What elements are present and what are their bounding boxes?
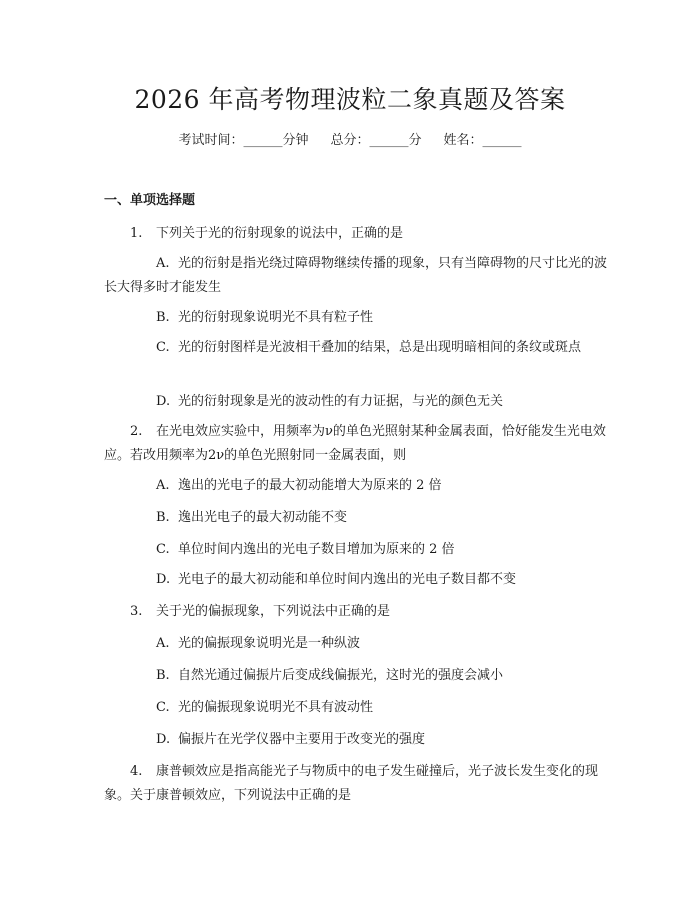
option — [104, 336, 609, 360]
question-text: 康普顿效应是指高能光子与物质中的电子发生碰撞后，光子波长发生变化的现象。关于康普顿效应，下列说法中正确的是 — [104, 764, 599, 803]
option — [104, 568, 609, 592]
option-letter: D. — [156, 572, 171, 587]
option-text: 自然光通过偏振片后变成线偏振光，这时光的强度会减小 — [178, 668, 504, 683]
question-number: 4. — [130, 764, 143, 779]
option-text: 光的偏振现象说明光是一种纵波 — [178, 636, 361, 651]
option-letter: B. — [156, 510, 170, 525]
question-stem — [104, 760, 609, 808]
question-number: 2. — [130, 424, 143, 439]
option-text: 光的衍射是指光绕过障碍物继续传播的现象，只有当障碍物的尺寸比光的波长大得多时才能发生 — [104, 256, 608, 295]
exam-meta — [0, 132, 700, 150]
option — [104, 664, 609, 688]
option-letter: B. — [156, 310, 170, 325]
question-stem — [104, 222, 609, 246]
question-text: 关于光的偏振现象，下列说法中正确的是 — [156, 604, 391, 619]
question-text: 在光电效应实验中，用频率为ν的单色光照射某种金属表面，恰好能发生光电效应。若改用频率为2ν的单色光照射同一金属表面，则 — [104, 424, 606, 463]
option-text: 光的偏振现象说明光不具有波动性 — [178, 700, 374, 715]
option — [104, 728, 609, 752]
option-text: 光的衍射现象说明光不具有粒子性 — [178, 310, 374, 325]
option-text: 光的衍射现象是光的波动性的有力证据，与光的颜色无关 — [178, 394, 504, 409]
name-field: 姓名：______ — [443, 133, 522, 148]
page-title: 2026 年高考物理波粒二象真题及答案 — [134, 85, 566, 114]
question-number: 1. — [130, 226, 143, 241]
option — [104, 252, 609, 300]
option-text: 光的衍射图样是光波相干叠加的结果，总是出现明暗相间的条纹或斑点 — [178, 340, 582, 355]
question-stem — [104, 600, 609, 624]
section-title: 一、单项选择题 — [104, 193, 196, 208]
option-letter: A. — [156, 636, 170, 651]
option-text: 逸出的光电子的最大初动能增大为原来的 2 倍 — [178, 478, 442, 493]
question-number: 3. — [130, 604, 143, 619]
option — [104, 306, 609, 330]
option — [104, 506, 609, 530]
option-text: 偏振片在光学仪器中主要用于改变光的强度 — [178, 732, 426, 747]
option-letter: B. — [156, 668, 170, 683]
option — [104, 474, 609, 498]
time-field: 考试时间：______分钟 — [178, 133, 309, 148]
option — [104, 696, 609, 720]
option — [104, 538, 609, 562]
option-letter: C. — [156, 542, 170, 557]
option-letter: A. — [156, 478, 170, 493]
question-stem — [104, 420, 609, 468]
option — [104, 632, 609, 656]
option-text: 逸出光电子的最大初动能不变 — [178, 510, 348, 525]
option-letter: D. — [156, 732, 171, 747]
option-text: 单位时间内逸出的光电子数目增加为原来的 2 倍 — [178, 542, 455, 557]
option-text: 光电子的最大初动能和单位时间内逸出的光电子数目都不变 — [178, 572, 517, 587]
option — [104, 390, 609, 414]
question-text: 下列关于光的衍射现象的说法中，正确的是 — [156, 226, 404, 241]
option-letter: D. — [156, 394, 171, 409]
score-field: 总分：______分 — [330, 133, 422, 148]
option-letter: C. — [156, 700, 170, 715]
option-letter: A. — [156, 256, 170, 271]
option-letter: C. — [156, 340, 170, 355]
